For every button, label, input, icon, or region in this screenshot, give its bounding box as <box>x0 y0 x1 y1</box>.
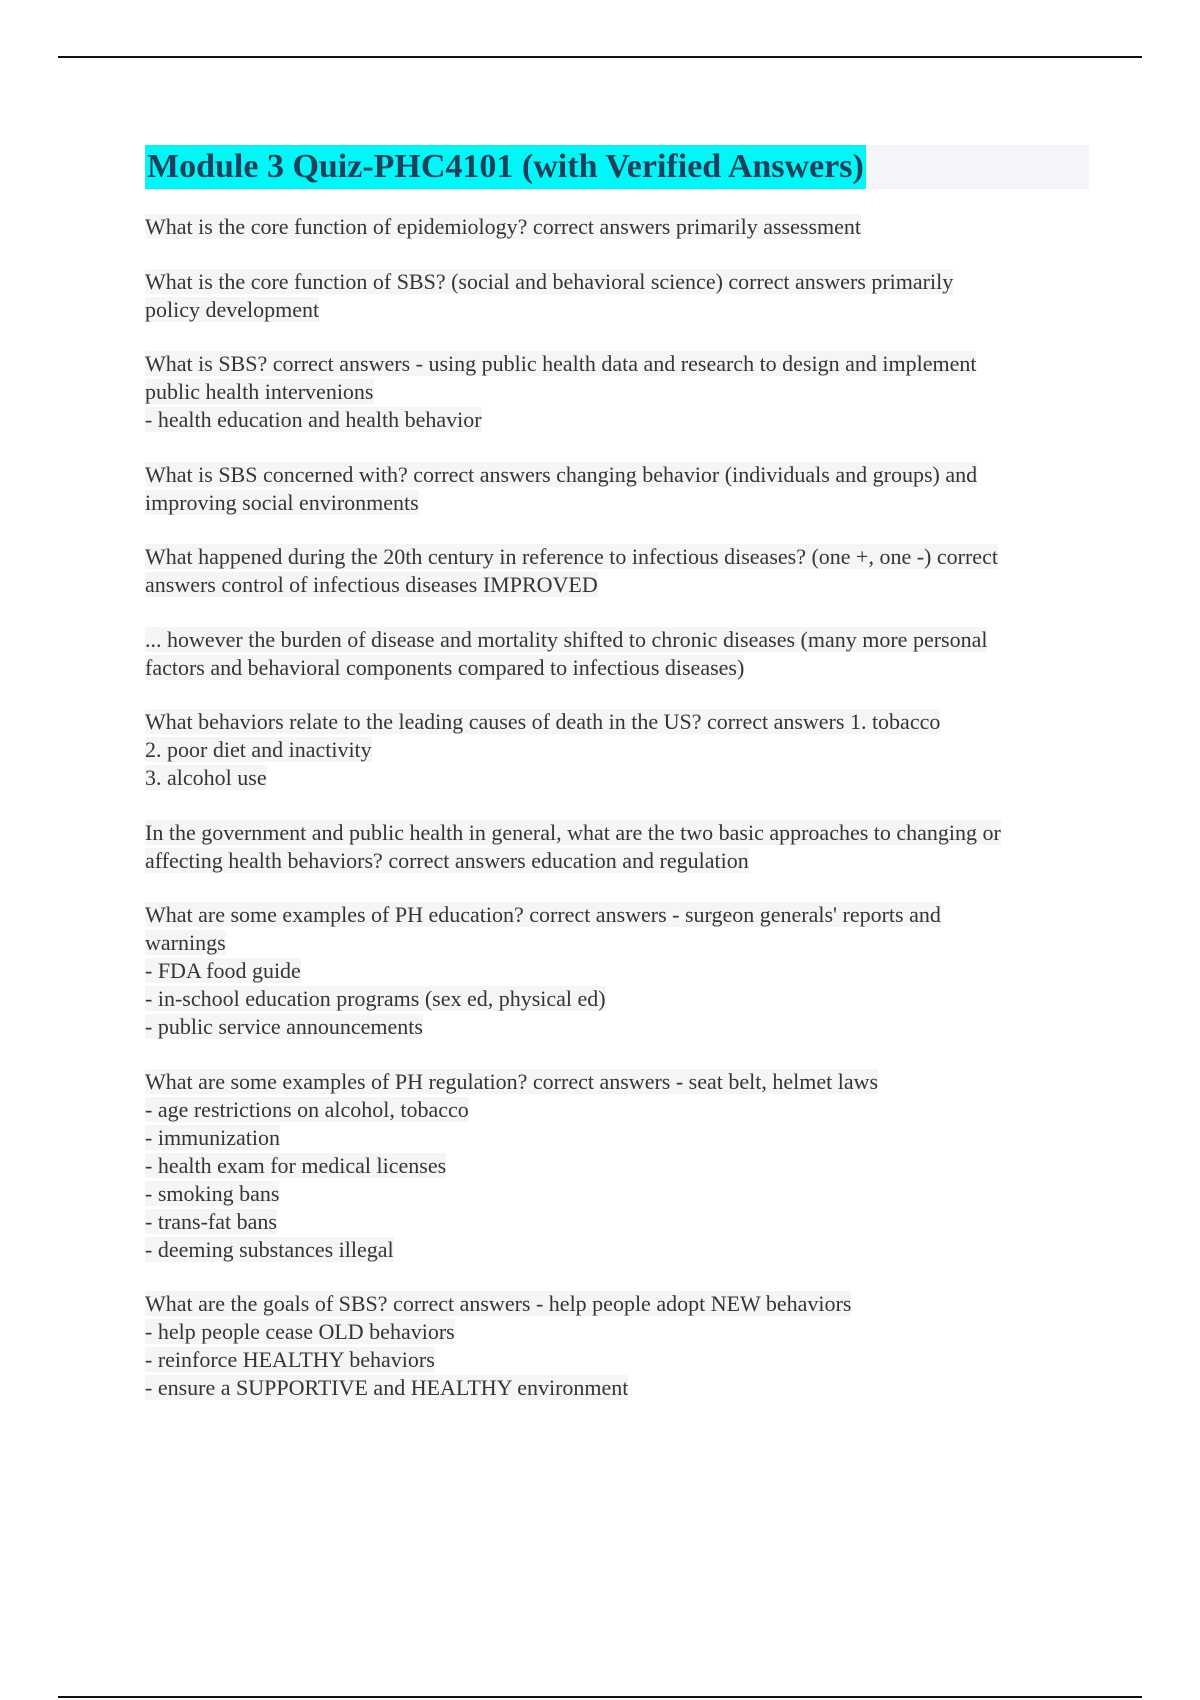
qa-line: - immunization <box>145 1124 281 1150</box>
title-bar <box>145 145 1089 189</box>
qa-item <box>145 626 1089 682</box>
qa-line: warnings <box>145 930 226 955</box>
qa-line: - public service announcements <box>145 1014 423 1039</box>
qa-line: What happened during the 20th century in reference to infectious diseases? (one +, one -) correct <box>145 544 998 569</box>
qa-line: - health education and health behavior <box>145 407 482 432</box>
qa-line: What behaviors relate to the leading causes of death in the US? correct answers 1. tobacco <box>145 709 941 734</box>
qa-item <box>145 350 1089 434</box>
qa-item <box>145 1290 1089 1402</box>
qa-line: answers control of infectious diseases IMPROVED <box>145 572 598 597</box>
qa-line: - age restrictions on alcohol, tobacco <box>145 1096 469 1122</box>
qa-line: policy development <box>145 296 320 322</box>
qa-line: - in-school education programs (sex ed, physical ed) <box>145 986 606 1011</box>
qa-line: - FDA food guide <box>145 958 301 983</box>
qa-item <box>145 268 1089 324</box>
qa-item <box>145 708 1089 792</box>
qa-line: What are some examples of PH regulation? correct answers - seat belt, helmet laws <box>145 1068 879 1094</box>
qa-line: - help people cease OLD behaviors <box>145 1319 455 1344</box>
qa-line: - smoking bans <box>145 1180 280 1206</box>
qa-item <box>145 1068 1089 1264</box>
qa-line: What is SBS? correct answers - using public health data and research to design and implement <box>145 351 977 376</box>
qa-line: What is SBS concerned with? correct answers changing behavior (individuals and groups) and <box>145 461 978 487</box>
qa-line: - deeming substances illegal <box>145 1236 394 1262</box>
qa-line: - ensure a SUPPORTIVE and HEALTHY environment <box>145 1375 629 1400</box>
qa-line: - reinforce HEALTHY behaviors <box>145 1347 435 1372</box>
qa-line: What is the core function of SBS? (social and behavioral science) correct answers primarily <box>145 268 954 294</box>
qa-line: improving social environments <box>145 489 419 515</box>
qa-line: affecting health behaviors? correct answers education and regulation <box>145 847 749 873</box>
qa-item <box>145 819 1089 875</box>
qa-line: factors and behavioral components compared to infectious diseases) <box>145 654 745 680</box>
bottom-rule <box>58 1696 1142 1698</box>
document-body <box>145 145 1089 1429</box>
qa-line: 3. alcohol use <box>145 765 267 790</box>
qa-line: What is the core function of epidemiology? correct answers primarily assessment <box>145 214 861 239</box>
document-title: Module 3 Quiz-PHC4101 (with Verified Answers) <box>145 145 866 189</box>
qa-item <box>145 543 1089 599</box>
qa-line: In the government and public health in general, what are the two basic approaches to changing or <box>145 819 1001 845</box>
qa-line: ... however the burden of disease and mortality shifted to chronic diseases (many more personal <box>145 626 988 652</box>
qa-line: - health exam for medical licenses <box>145 1152 447 1178</box>
qa-line: public health intervenions <box>145 379 374 404</box>
qa-line: What are some examples of PH education? correct answers - surgeon generals' reports and <box>145 902 941 927</box>
qa-item <box>145 901 1089 1041</box>
qa-line: 2. poor diet and inactivity <box>145 737 372 762</box>
qa-line: What are the goals of SBS? correct answers - help people adopt NEW behaviors <box>145 1291 852 1316</box>
top-rule <box>58 56 1142 58</box>
qa-line: - trans-fat bans <box>145 1208 277 1234</box>
qa-item <box>145 213 1089 241</box>
qa-item <box>145 461 1089 517</box>
